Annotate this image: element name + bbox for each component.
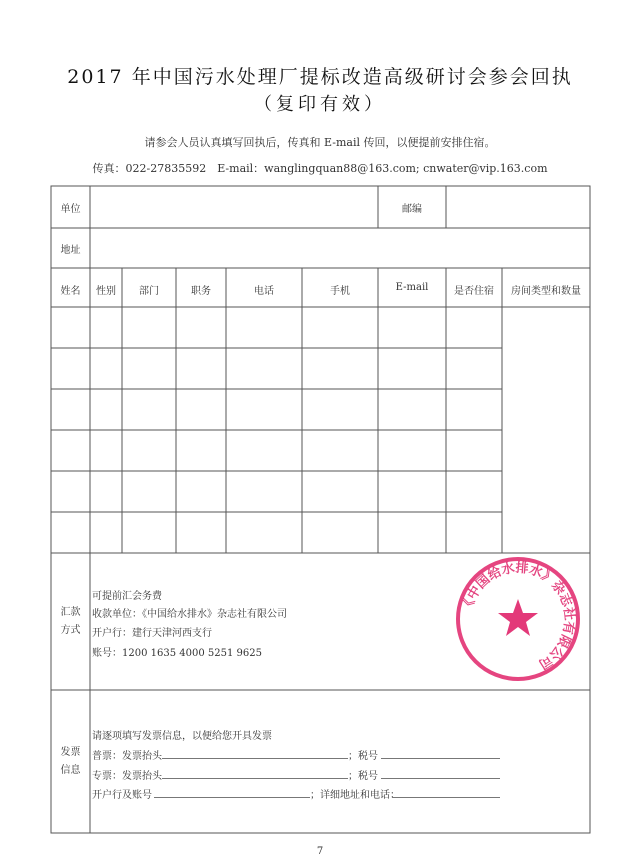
special-invoice-title-field[interactable] bbox=[162, 778, 348, 779]
postcode-label: 邮编 bbox=[402, 204, 422, 215]
address-phone-label: ；详细地址和电话： bbox=[310, 790, 400, 801]
col-header-name: 姓名 bbox=[60, 286, 81, 297]
page-number: 7 bbox=[316, 846, 324, 857]
form-subtitle: （复印有效） bbox=[254, 94, 386, 115]
payment-line-account: 账号：1200 1635 4000 5251 9625 bbox=[92, 648, 262, 659]
payment-line-bank: 开户行：建行天津河西支行 bbox=[92, 628, 212, 639]
general-invoice-title-field[interactable] bbox=[162, 758, 348, 759]
payment-line-payee: 收款单位：《中国给水排水》杂志社有限公司 bbox=[92, 609, 287, 620]
special-invoice-title-label: 专票：发票抬头 bbox=[92, 771, 162, 782]
address-phone-field[interactable] bbox=[392, 797, 500, 798]
address-label: 地址 bbox=[60, 245, 81, 256]
col-header-phone: 电话 bbox=[254, 286, 274, 297]
bank-account-field[interactable] bbox=[154, 797, 310, 798]
col-header-email: E-mail bbox=[395, 282, 429, 293]
col-header-department: 部门 bbox=[139, 286, 159, 297]
seal-text: 《中国给水排水》杂志社有限公司 bbox=[460, 560, 577, 672]
unit-label: 单位 bbox=[60, 204, 81, 215]
general-invoice-tax-field[interactable] bbox=[381, 758, 500, 759]
payment-method-label: 汇款 方式 bbox=[60, 607, 81, 636]
col-header-accommodation: 是否住宿 bbox=[454, 286, 494, 297]
seal-star-icon bbox=[498, 599, 538, 636]
contact-info: 传真：022-27835592 E-mail：wanglingquan88@163.com; cnwater@vip.163.com bbox=[92, 162, 548, 175]
col-header-position: 职务 bbox=[191, 286, 211, 297]
instruction-text: 请参会人员认真填写回执后，传真和 E-mail 传回，以便提前安排住宿。 bbox=[144, 136, 496, 149]
col-header-gender: 性别 bbox=[96, 286, 116, 297]
special-invoice-tax-field[interactable] bbox=[381, 778, 500, 779]
special-invoice-tax-label: ；税号 bbox=[348, 771, 378, 782]
general-invoice-title-label: 普票：发票抬头 bbox=[92, 751, 162, 762]
col-header-mobile: 手机 bbox=[330, 286, 350, 297]
general-invoice-tax-label: ；税号 bbox=[348, 751, 378, 762]
company-seal-stamp bbox=[454, 555, 582, 683]
col-header-room-type: 房间类型和数量 bbox=[511, 286, 581, 297]
invoice-intro: 请逐项填写发票信息，以便给您开具发票 bbox=[92, 731, 272, 742]
bank-account-label: 开户行及账号 bbox=[92, 790, 152, 801]
invoice-info-label: 发票 信息 bbox=[60, 747, 81, 776]
payment-line-advance: 可提前汇会务费 bbox=[92, 591, 162, 602]
form-title: 2017 年中国污水处理厂提标改造高级研讨会参会回执 bbox=[67, 66, 573, 88]
